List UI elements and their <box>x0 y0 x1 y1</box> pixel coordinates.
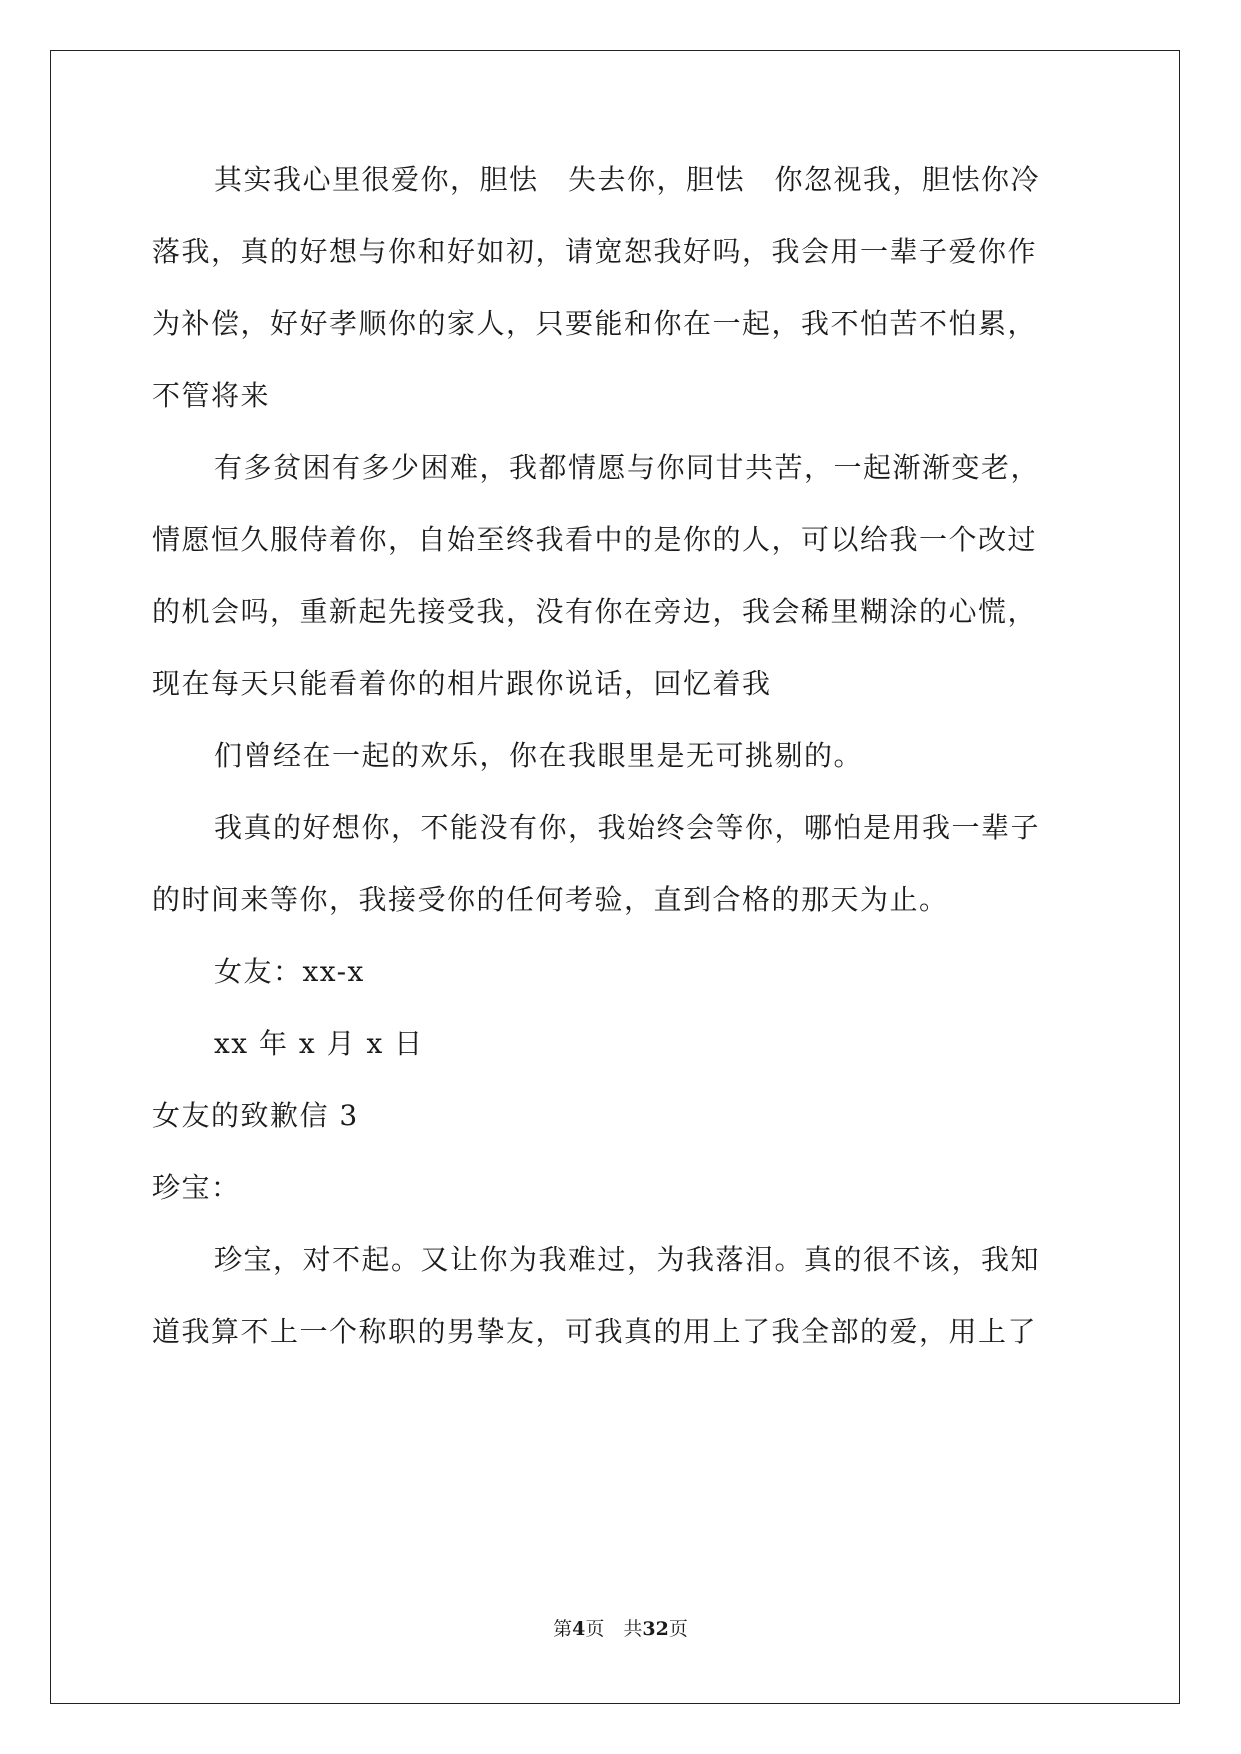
paragraph-line: 的机会吗，重新起先接受我，没有你在旁边，我会稀里糊涂的心慌， <box>152 595 1038 628</box>
paragraph-line: 珍宝，对不起。又让你为我难过，为我落泪。真的很不该，我知 <box>214 1243 1041 1276</box>
paragraph-line: 其实我心里很爱你，胆怯 失去你，胆怯 你忽视我，胆怯你冷 <box>214 163 1041 196</box>
page-footer <box>0 1617 1241 1641</box>
signature-line: 女友：xx-x <box>214 955 365 988</box>
salutation: 珍宝： <box>152 1171 241 1204</box>
paragraph-line: 们曾经在一起的欢乐，你在我眼里是无可挑剔的。 <box>214 739 864 772</box>
footer-prefix: 第 <box>553 1618 573 1640</box>
paragraph-line: 的时间来等你，我接受你的任何考验，直到合格的那天为止。 <box>152 883 949 916</box>
paragraph-line: 情愿恒久服侍着你，自始至终我看中的是你的人，可以给我一个改过 <box>152 523 1038 556</box>
paragraph-line: 现在每天只能看着你的相片跟你说话，回忆着我 <box>152 667 772 700</box>
section-title: 女友的致歉信 3 <box>152 1099 359 1132</box>
paragraph-line: 有多贫困有多少困难，我都情愿与你同甘共苦，一起渐渐变老， <box>214 451 1041 484</box>
paragraph-line: 不管将来 <box>152 379 271 412</box>
footer-total-pages: 32 <box>642 1618 669 1640</box>
paragraph-line: 我真的好想你，不能没有你，我始终会等你，哪怕是用我一辈子 <box>214 811 1041 844</box>
footer-page-number: 4 <box>572 1618 586 1640</box>
paragraph-line: 为补偿，好好孝顺你的家人，只要能和你在一起，我不怕苦不怕累， <box>152 307 1038 340</box>
paragraph-line: 落我，真的好想与你和好如初，请宽恕我好吗，我会用一辈子爱你作 <box>152 235 1038 268</box>
page-border <box>50 50 1180 1704</box>
footer-total-suffix: 页 <box>668 1618 688 1640</box>
footer-page-suffix: 页 共 <box>585 1618 643 1640</box>
paragraph-line: 道我算不上一个称职的男挚友，可我真的用上了我全部的爱，用上了 <box>152 1315 1038 1348</box>
date-line: xx 年 x 月 x 日 <box>214 1027 424 1060</box>
